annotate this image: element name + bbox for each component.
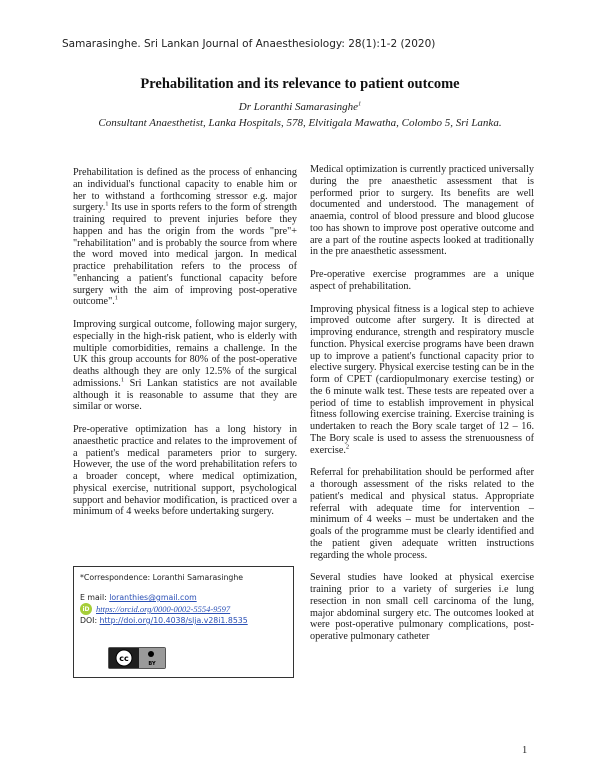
citation-mark: 1 bbox=[114, 294, 119, 302]
paragraph-preop-optimization: Pre-operative optimization has a long history in anaesthetic practice and relates to the improvement of a patient's medical parameters prior to surgery. However, the use of the word prehabilitation refers to a broader concept, where medical optimization, physical exercise, nutritional support, psychological support and behavior modification, is practiced over a minimum of 4 weeks before undertaking surgery. bbox=[73, 424, 297, 518]
doi-link[interactable]: http://doi.org/10.4038/slja.v28i1.8535 bbox=[99, 616, 248, 625]
paragraph-referral: Referral for prehabilitation should be performed after a thorough assessment of the risks related to the patient's medical and physical status. Appropriate referral with adequate time for intervention – minimum of 4 weeks – must be undertaken and the goals of the programme must be clearly identified and the patient given adequate written instructions regarding the whole process. bbox=[310, 467, 534, 561]
cc-license-graphic bbox=[109, 648, 165, 668]
page-number: 1 bbox=[522, 745, 528, 756]
paragraph-surgical-outcome: Improving surgical outcome, following major surgery, especially in the high-risk patient, who is elderly with multiple comorbidities, remains a challenge. In the UK this group accounts for 80% of the post-operative deaths although they are only 12.5% of the surgical admissions.$^1$ Sri Lankan statistics are not available although it is reasonable to assume that they are similar or worse. bbox=[73, 319, 297, 413]
left-column bbox=[73, 167, 297, 529]
article-title: Prehabilitation and its relevance to patient outcome bbox=[140, 76, 460, 92]
correspondence-box bbox=[73, 566, 294, 678]
paragraph-definition: Prehabilitation is defined as the process of enhancing an individual's functional capacity to enable him or her to withstand a forthcoming stressor e.g. major surgery.$^1$ Its use in sports refers to the form of strength training required to prevent injuries before they happen and has the origin from the words "pre"+ "rehabilitation" and is probably the source from where the word moved into medical jargon. In medical practice prehabilitation refers to the process of "enhancing a patient's functional capacity before surgery with the aim of improving post-operative outcome".$^1$ bbox=[73, 167, 297, 308]
paragraph-physical-fitness: Improving physical fitness is a logical step to achieve improved outcome after surgery. It is directed at improving endurance, strength and respiratory muscle function. Physical exercise programs have been drawn up to improve a patient's functional capacity prior to elective surgery. Physical exercise testing can be in the form of CPET (cardiopulmonary exercise testing) or the 6 minute walk test. These tests are repeated over a period of time to establish improvement in physical fitness following exercise training. Exercise training is undertaken to reach the Bory scale target of 12 – 16. The Bory scale is used to assess the strenuousness of exercise.$^2$ bbox=[310, 303, 534, 456]
citation-mark: 1 bbox=[120, 376, 125, 384]
paragraph-exercise-programmes: Pre-operative exercise programmes are a unique aspect of prehabilitation. bbox=[310, 269, 534, 292]
doi-row: DOI: http://doi.org/10.4038/slja.v28i1.8535 bbox=[80, 616, 248, 625]
email-row: E mail: loranthies@gmail.com bbox=[80, 593, 197, 602]
author-name: Dr Loranthi Samarasinghe bbox=[238, 101, 358, 113]
orcid-link[interactable]: https://orcid.org/0000-0002-5554-9597 bbox=[96, 604, 231, 614]
author-footnote-mark: 1 bbox=[357, 100, 362, 108]
email-link[interactable]: loranthies@gmail.com bbox=[109, 593, 197, 602]
paragraph-studies: Several studies have looked at physical exercise training prior to a variety of surgeries i.e lung resection in non small cell carcinoma of the lung, major abdominal surgery etc. The outcomes looked at were post-operative pulmonary complications, post-operative pulmonary catheter bbox=[310, 572, 534, 642]
running-header: Samarasinghe. Sri Lankan Journal of Anaesthesiology: 28(1):1-2 (2020) bbox=[62, 38, 436, 50]
author-line bbox=[0, 101, 600, 113]
author-affiliation: Consultant Anaesthetist, Lanka Hospitals, 578, Elvitigala Mawatha, Colombo 5, Sri Lanka. bbox=[98, 117, 502, 129]
orcid-icon[interactable]: iD bbox=[80, 603, 92, 615]
paragraph-medical-optimization: Medical optimization is currently practiced universally during the pre anaesthetic assessment that is performed prior to surgery. Its benefits are well documented and understood. The management of anaemia, control of blood pressure and blood glucose too has shown to improve post operative outcome and are a part of the routine aspects looked at traditionally in the pre anaesthetic assessment. bbox=[310, 164, 534, 258]
correspondence-label: *Correspondence: Loranthi Samarasinghe bbox=[80, 573, 244, 582]
orcid-row bbox=[80, 603, 287, 615]
citation-mark: 1 bbox=[105, 200, 109, 208]
citation-mark: 2 bbox=[345, 443, 350, 451]
by-mark: BY bbox=[148, 661, 156, 667]
creative-commons-by-icon[interactable] bbox=[108, 647, 166, 669]
cc-mark: cc bbox=[119, 654, 129, 663]
right-column bbox=[310, 164, 534, 654]
